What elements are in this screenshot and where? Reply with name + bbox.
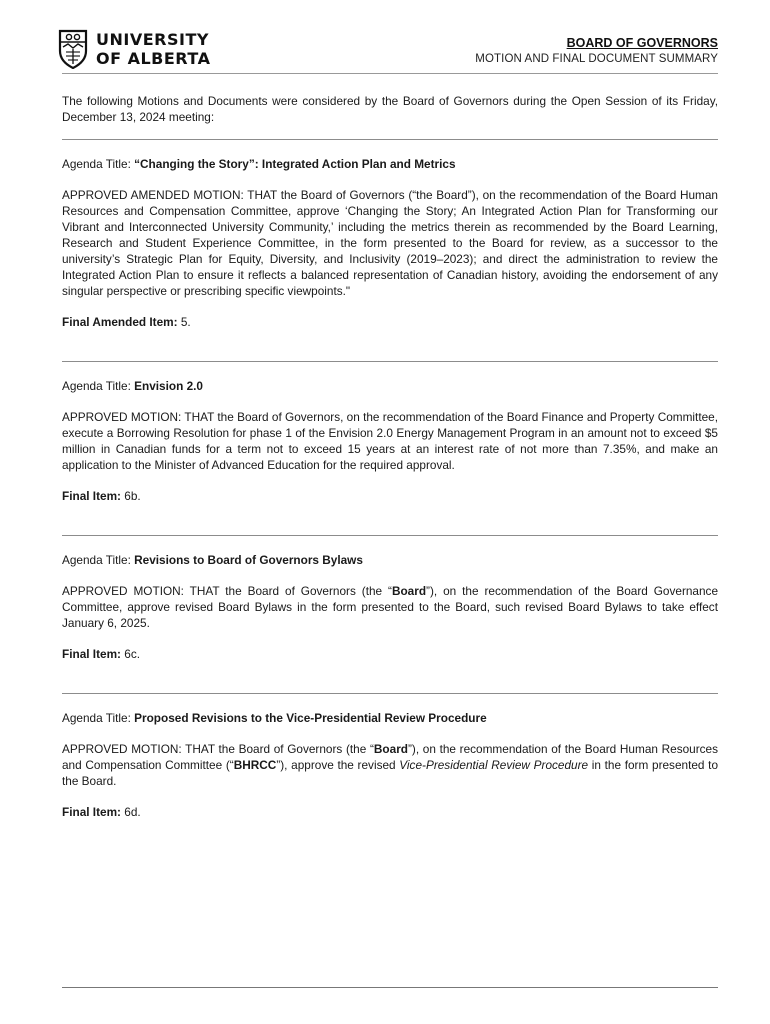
final-item-value: 5. (177, 315, 191, 329)
final-item (62, 488, 718, 504)
final-item (62, 804, 718, 820)
agenda-title-text: Proposed Revisions to the Vice-Presidential Review Procedure (134, 711, 487, 725)
footer-divider (62, 987, 718, 988)
agenda-title (62, 552, 718, 568)
motion-text-part: ”), on the recommendation of the Board Governance Committee, approve revised Board Bylaws in the form presented to the Board, such revised Board Bylaws to take effect January 6, 2025. (62, 584, 719, 630)
university-logo (58, 28, 218, 70)
final-item-value: 6d. (121, 805, 141, 819)
final-item-label: Final Amended Item: (62, 315, 178, 329)
agenda-title (62, 378, 718, 394)
motion-defined-term: BHRCC (233, 758, 277, 772)
motion-text (62, 583, 718, 631)
agenda-title (62, 156, 718, 172)
section-divider (62, 693, 718, 694)
motion-item (62, 710, 718, 851)
agenda-title (62, 710, 718, 726)
document-body (62, 93, 718, 851)
final-item-label: Final Item: (62, 647, 121, 661)
motion-text-part: ”), on the recommendation of the Board Human Resources and Compensation Committee (“ (62, 742, 718, 772)
agenda-title-text: Envision 2.0 (134, 379, 203, 393)
intro-paragraph: The following Motions and Documents were considered by the Board of Governors during the Open Session of its Friday, December 13, 2024 meeting: (62, 94, 718, 124)
motion-text-part: in the form presented to the Board. (62, 758, 719, 788)
motion-item (62, 552, 718, 693)
agenda-title-text: “Changing the Story”: Integrated Action Plan and Metrics (134, 157, 456, 171)
final-item (62, 646, 718, 662)
agenda-label: Agenda Title: (62, 553, 135, 567)
section-divider (62, 139, 718, 140)
final-item (62, 314, 718, 330)
final-item-label: Final Item: (62, 489, 121, 503)
document-header (475, 36, 718, 65)
motion-text-part: ”), approve the revised (276, 758, 400, 772)
motion-text: APPROVED MOTION: THAT the Board of Governors, on the recommendation of the Board Finance and Property Committee, execute a Borrowing Resolution for phase 1 of the Envision 2.0 Energy Management Program in an amount not to exceed $5 million in Canadian funds for a term not to exceed 15 years at an interest rate of not more than 7.35%, and make an application to the Minister of Advanced Education for the required approval. (62, 410, 718, 472)
document-subtitle: MOTION AND FINAL DOCUMENT SUMMARY (475, 53, 718, 65)
motion-text-part: APPROVED MOTION: THAT the Board of Governors (the “ (62, 584, 392, 598)
final-item-label: Final Item: (62, 805, 121, 819)
agenda-label: Agenda Title: (62, 157, 135, 171)
agenda-title-text: Revisions to Board of Governors Bylaws (134, 553, 363, 567)
crest-icon (58, 29, 88, 69)
header-divider (62, 73, 718, 74)
motion-document-title: Vice-Presidential Review Procedure (399, 758, 589, 772)
motion-text (62, 741, 718, 789)
motion-defined-term: Board (373, 742, 408, 756)
motion-text-part: APPROVED MOTION: THAT the Board of Governors (the “ (62, 742, 374, 756)
motion-item (62, 378, 718, 535)
document-title: BOARD OF GOVERNORS (566, 36, 718, 50)
final-item-value: 6b. (121, 489, 141, 503)
motion-item (62, 156, 718, 361)
logo-line-2: OF ALBERTA (96, 48, 211, 68)
motion-defined-term: Board (391, 584, 427, 598)
section-divider (62, 361, 718, 362)
agenda-label: Agenda Title: (62, 379, 135, 393)
section-divider (62, 535, 718, 536)
final-item-value: 6c. (121, 647, 141, 661)
logo-line-1: UNIVERSITY (96, 29, 209, 49)
agenda-label: Agenda Title: (62, 711, 135, 725)
motion-text: APPROVED AMENDED MOTION: THAT the Board of Governors (“the Board”), on the recommendation of the Board Human Resources and Compensation Committee, approve ‘Changing the Story; An Integrated Action Plan for Transforming our Vibrant and Interconnected University Community,’ including the metrics therein as recommended by the Board Learning, Research and Student Experience Committee, in the form presented to the Board for review, as a successor to the university’s Strategic Plan for Equity, Diversity, and Inclusivity (2019–2023); and direct the administration to review the Integrated Action Plan to ensure it reflects a balanced representation of Canadian history, avoiding the endorsement of any singular perspective or prescribing specific viewpoints." (62, 188, 718, 298)
